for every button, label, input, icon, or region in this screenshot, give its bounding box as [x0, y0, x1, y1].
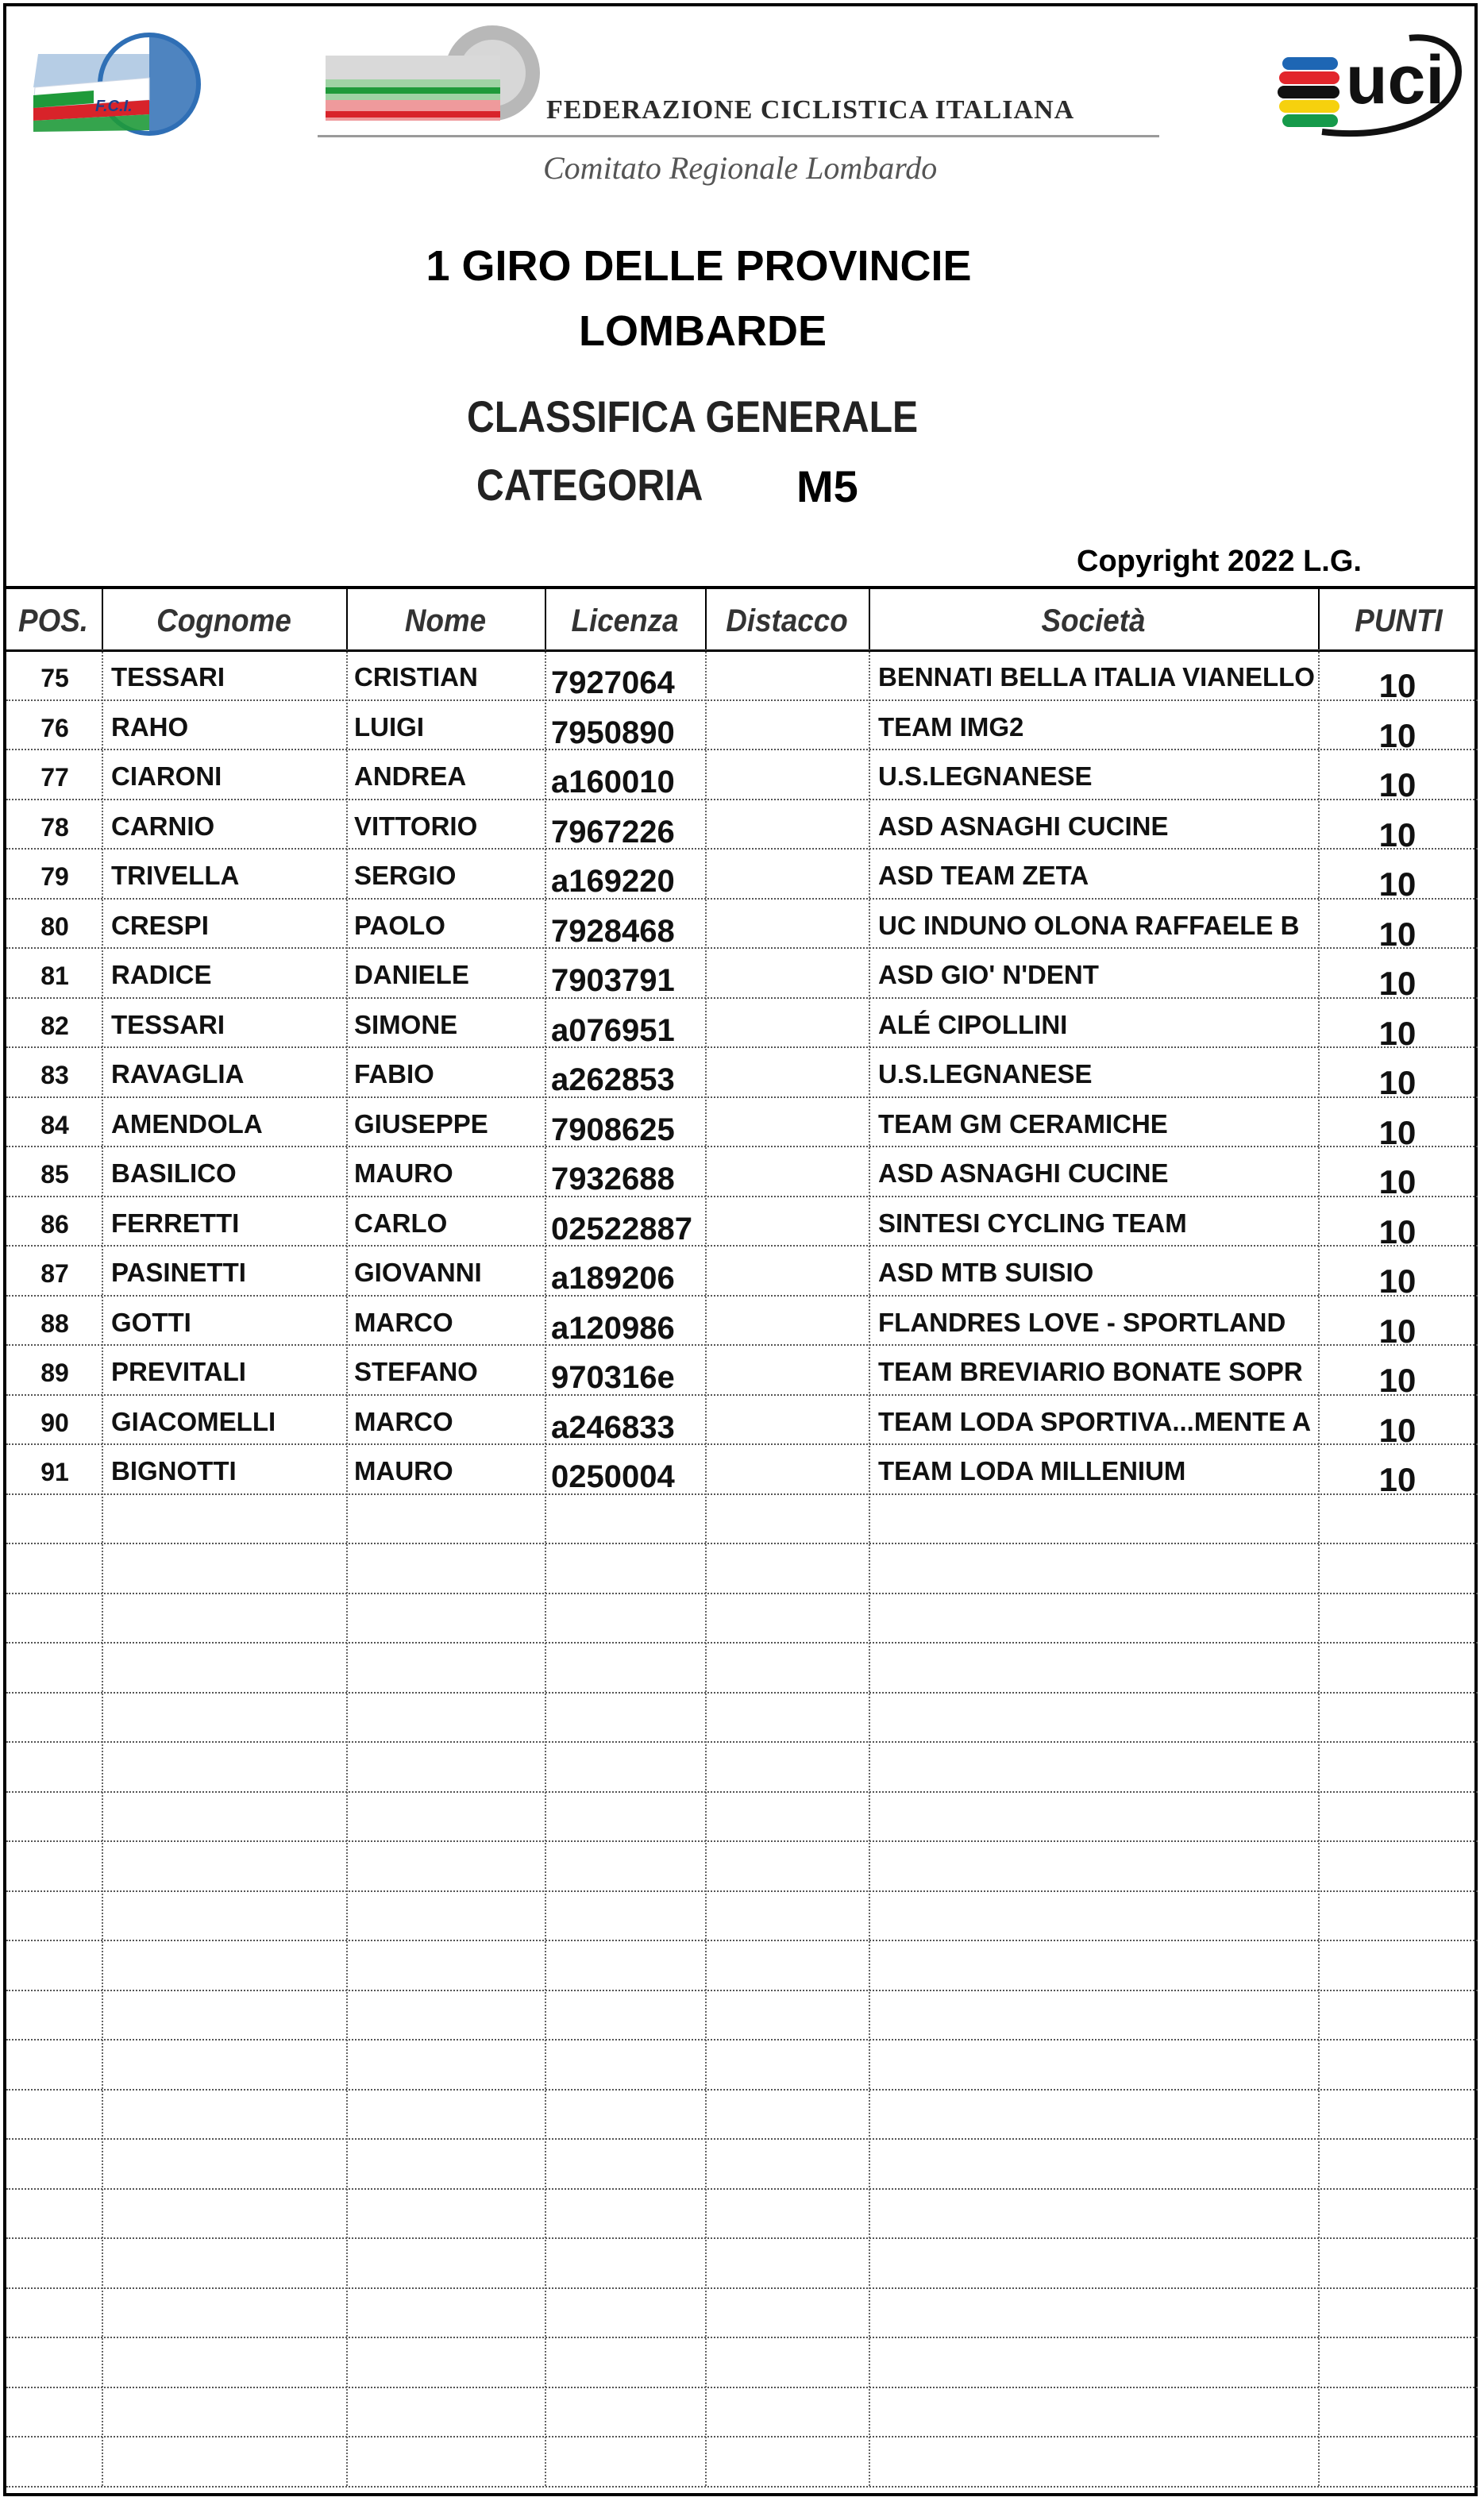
cell-punti: 10	[1378, 1312, 1417, 1350]
table-row	[6, 1096, 1478, 1151]
cell-nome: VITTORIO	[354, 811, 478, 841]
row-separator	[6, 1840, 1478, 1842]
column-separator-header	[869, 586, 870, 649]
row-separator	[6, 1990, 1478, 1991]
cell-societa: TEAM BREVIARIO BONATE SOPR	[878, 1357, 1303, 1386]
table-row	[6, 699, 1478, 754]
col-header-pos: POS.	[18, 603, 88, 638]
col-header-cognome: Cognome	[156, 603, 291, 638]
cell-pos: 90	[40, 1408, 69, 1437]
column-separator-header	[1318, 586, 1320, 649]
cell-licenza: a189206	[551, 1261, 675, 1296]
cell-societa: ASD TEAM ZETA	[878, 861, 1089, 890]
col-header-licenza: Licenza	[571, 603, 679, 638]
cell-punti: 10	[1378, 1212, 1417, 1250]
row-separator	[6, 1940, 1478, 1941]
table-top-border	[6, 586, 1478, 589]
cell-societa: ALÉ CIPOLLINI	[878, 1009, 1068, 1039]
cell-cognome: CIARONI	[111, 761, 222, 791]
cell-cognome: BASILICO	[111, 1158, 237, 1188]
cell-punti: 10	[1378, 1163, 1417, 1200]
cell-licenza: a160010	[551, 765, 675, 800]
cell-licenza: 7903791	[551, 963, 675, 998]
cell-licenza: 7967226	[551, 814, 675, 850]
row-separator	[6, 1493, 1478, 1495]
table-row	[6, 997, 1478, 1052]
cell-nome: GIUSEPPE	[354, 1108, 488, 1139]
cell-pos: 84	[40, 1110, 69, 1139]
cell-societa: TEAM IMG2	[878, 711, 1024, 742]
cell-cognome: TESSARI	[111, 1009, 225, 1039]
column-separator-header	[705, 586, 707, 649]
cell-cognome: GIACOMELLI	[111, 1406, 276, 1436]
cell-cognome: TESSARI	[111, 662, 225, 692]
cell-cognome: CRESPI	[111, 910, 209, 940]
cell-cognome: FERRETTI	[111, 1208, 240, 1238]
cell-punti: 10	[1378, 1262, 1417, 1300]
cell-societa: ASD GIO' N'DENT	[878, 960, 1099, 989]
cell-nome: MARCO	[354, 1307, 453, 1337]
cell-licenza: 7927064	[551, 665, 675, 700]
cell-cognome: CARNIO	[111, 811, 215, 841]
cell-pos: 88	[40, 1308, 69, 1338]
cell-nome: STEFANO	[354, 1357, 478, 1386]
cell-punti: 10	[1378, 815, 1417, 854]
table-row	[6, 848, 1478, 903]
row-separator	[6, 1890, 1478, 1892]
cell-punti: 10	[1378, 965, 1417, 1002]
cell-societa: U.S.LEGNANESE	[878, 761, 1093, 791]
cell-nome: ANDREA	[354, 761, 467, 791]
cell-punti: 10	[1378, 1411, 1417, 1449]
row-separator	[6, 2337, 1478, 2338]
cell-nome: LUIGI	[354, 711, 424, 742]
cell-pos: 91	[40, 1458, 69, 1486]
row-separator	[6, 2237, 1478, 2239]
row-separator	[6, 1543, 1478, 1544]
cell-societa: ASD MTB SUISIO	[878, 1258, 1094, 1287]
cell-punti: 10	[1378, 1113, 1417, 1151]
column-separator-header	[102, 586, 103, 649]
cell-pos: 82	[40, 1011, 69, 1040]
cell-nome: FABIO	[354, 1059, 434, 1089]
cell-pos: 75	[40, 664, 69, 692]
cell-societa: FLANDRES LOVE - SPORTLAND	[878, 1307, 1286, 1337]
federation-name: FEDERAZIONE CICLISTICA ITALIANA	[546, 95, 1075, 125]
cell-nome: DANIELE	[354, 960, 469, 989]
cell-cognome: RAVAGLIA	[111, 1059, 245, 1089]
cell-societa: U.S.LEGNANESE	[878, 1059, 1093, 1089]
cell-licenza: a076951	[551, 1012, 675, 1048]
cell-licenza: 7908625	[551, 1112, 675, 1147]
row-separator	[6, 2089, 1478, 2091]
cell-punti: 10	[1378, 915, 1417, 953]
table-row	[6, 898, 1478, 953]
cell-licenza: a169220	[551, 864, 675, 899]
uci-logo-text: uci	[1346, 42, 1445, 118]
cell-pos: 81	[40, 961, 69, 990]
cell-nome: SIMONE	[354, 1009, 458, 1039]
cell-cognome: PREVITALI	[111, 1357, 246, 1386]
table-row	[6, 1344, 1478, 1399]
col-header-nome: Nome	[404, 603, 487, 638]
table-row	[6, 1443, 1478, 1498]
row-separator	[6, 1692, 1478, 1694]
table-row	[6, 1245, 1478, 1300]
cell-societa: TEAM GM CERAMICHE	[878, 1108, 1168, 1139]
cell-punti: 10	[1378, 1362, 1417, 1399]
cell-cognome: RADICE	[111, 960, 212, 989]
row-separator	[6, 2039, 1478, 2040]
copyright-notice: Copyright 2022 L.G.	[1077, 545, 1362, 578]
federation-logo	[326, 24, 544, 135]
cell-licenza: 7928468	[551, 913, 675, 949]
cell-nome: MAURO	[354, 1158, 453, 1188]
cell-societa: UC INDUNO OLONA RAFFAELE B	[878, 910, 1300, 940]
cell-licenza: 0250004	[551, 1459, 675, 1494]
cell-punti: 10	[1378, 766, 1417, 803]
cell-nome: SERGIO	[354, 861, 457, 890]
table-row	[6, 1394, 1478, 1449]
category-value: M5	[796, 461, 858, 511]
cell-cognome: PASINETTI	[111, 1258, 246, 1287]
row-separator	[6, 2486, 1478, 2488]
row-separator	[6, 2138, 1478, 2140]
cell-licenza: 7950890	[551, 715, 675, 750]
cell-punti: 10	[1378, 1461, 1417, 1498]
col-header-societa: Società	[1041, 603, 1146, 638]
table-row	[6, 649, 1478, 704]
race-title-line1: 1 GIRO DELLE PROVINCIE	[426, 242, 972, 290]
row-separator	[6, 1642, 1478, 1644]
cell-cognome: RAHO	[111, 711, 189, 742]
cell-pos: 83	[40, 1061, 69, 1089]
row-separator	[6, 2436, 1478, 2437]
category-label: CATEGORIA	[476, 460, 703, 510]
row-separator	[6, 2287, 1478, 2289]
column-separator-header	[545, 586, 546, 649]
cell-punti: 10	[1378, 1064, 1417, 1101]
cell-punti: 10	[1378, 1014, 1417, 1052]
standings-title: CLASSIFICA GENERALE	[467, 391, 919, 441]
col-header-punti: PUNTI	[1355, 603, 1443, 638]
row-separator	[6, 2387, 1478, 2388]
cell-punti: 10	[1378, 865, 1417, 903]
cell-pos: 78	[40, 812, 69, 842]
cell-cognome: AMENDOLA	[111, 1108, 263, 1139]
cell-nome: CRISTIAN	[354, 662, 478, 692]
uci-logo	[1274, 30, 1465, 137]
cell-pos: 76	[40, 713, 69, 742]
cell-nome: GIOVANNI	[354, 1258, 482, 1287]
cell-pos: 77	[40, 763, 69, 792]
cell-societa: ASD ASNAGHI CUCINE	[878, 811, 1169, 841]
column-separator-header	[346, 586, 348, 649]
cell-nome: PAOLO	[354, 910, 445, 940]
row-separator	[6, 1741, 1478, 1743]
cell-societa: TEAM LODA SPORTIVA...MENTE A	[878, 1406, 1312, 1436]
fci-logo-text: F.C.I.	[95, 98, 133, 115]
cell-pos: 86	[40, 1209, 69, 1239]
cell-nome: CARLO	[354, 1208, 448, 1238]
cell-licenza: 970316e	[551, 1360, 675, 1395]
col-header-distacco: Distacco	[726, 603, 848, 638]
table-row	[6, 947, 1478, 1002]
cell-nome: MARCO	[354, 1406, 453, 1436]
cell-licenza: a246833	[551, 1409, 675, 1445]
cell-societa: BENNATI BELLA ITALIA VIANELLO	[878, 662, 1315, 692]
race-title-line2: LOMBARDE	[579, 307, 827, 355]
cell-pos: 87	[40, 1259, 69, 1288]
table-row	[6, 1146, 1478, 1200]
header-divider	[318, 135, 1159, 137]
cell-licenza: a262853	[551, 1062, 675, 1097]
cell-cognome: TRIVELLA	[111, 861, 240, 890]
row-separator	[6, 1593, 1478, 1594]
cell-pos: 80	[40, 911, 69, 941]
table-row	[6, 1046, 1478, 1101]
table-row	[6, 799, 1478, 854]
row-separator	[6, 2188, 1478, 2190]
cell-cognome: BIGNOTTI	[111, 1456, 237, 1486]
cell-punti: 10	[1378, 716, 1417, 754]
cell-licenza: 7932688	[551, 1162, 675, 1197]
cell-punti: 10	[1378, 667, 1417, 704]
fci-logo	[30, 32, 209, 137]
cell-societa: SINTESI CYCLING TEAM	[878, 1208, 1187, 1238]
row-separator	[6, 1791, 1478, 1793]
cell-pos: 79	[40, 862, 69, 891]
cell-licenza: a120986	[551, 1310, 675, 1346]
cell-nome: MAURO	[354, 1456, 453, 1486]
cell-societa: ASD ASNAGHI CUCINE	[878, 1158, 1169, 1188]
cell-licenza: 02522887	[551, 1211, 692, 1247]
cell-societa: TEAM LODA MILLENIUM	[878, 1456, 1186, 1486]
cell-pos: 85	[40, 1160, 69, 1189]
cell-pos: 89	[40, 1358, 69, 1387]
table-row	[6, 1196, 1478, 1250]
committee-name: Comitato Regionale Lombardo	[543, 150, 938, 186]
table-row	[6, 1295, 1478, 1350]
cell-cognome: GOTTI	[111, 1307, 191, 1337]
table-row	[6, 749, 1478, 803]
